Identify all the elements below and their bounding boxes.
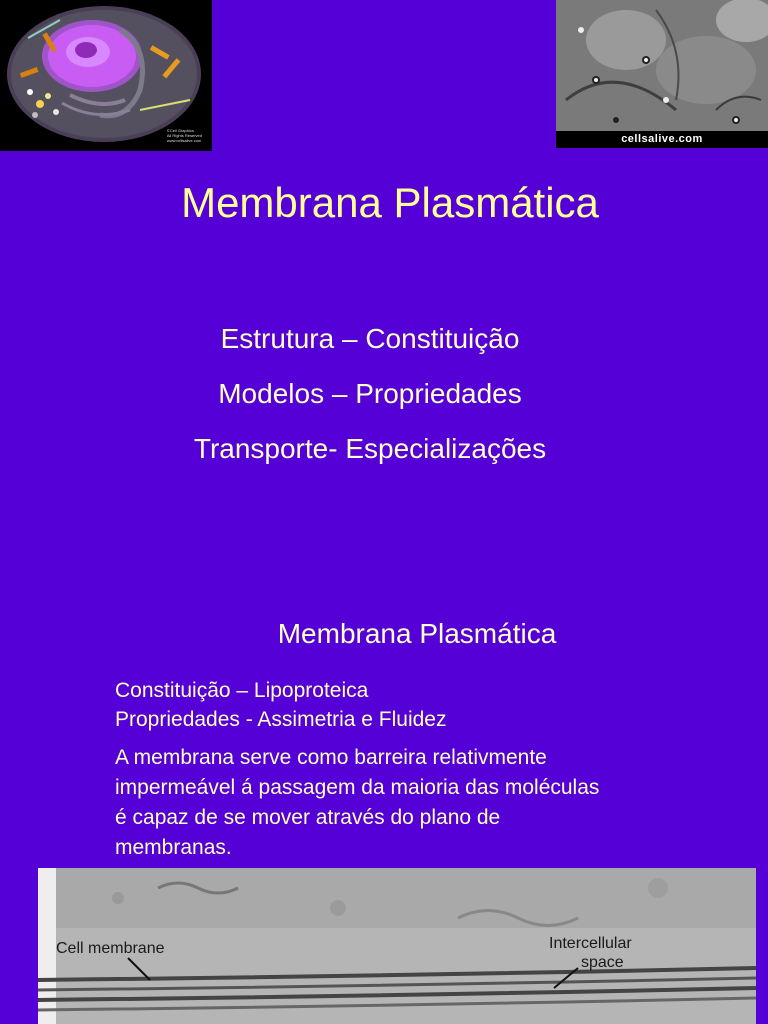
paragraph-line: membranas. <box>115 836 232 859</box>
label-space: space <box>581 954 624 971</box>
credit-line: www.cellsalive.com <box>166 138 202 143</box>
paragraph-line: A membrana serve como barreira relativmente <box>115 746 547 769</box>
slide-2-body <box>115 676 755 863</box>
body-line: Constituição – Lipoproteica <box>115 679 369 702</box>
topic-item: Transporte- Especializações <box>193 433 547 464</box>
credit-line: ©Cell Graphics <box>166 128 194 133</box>
label-cell-membrane: Cell membrane <box>56 940 165 957</box>
credit-line: All Rights Reserved <box>166 133 202 138</box>
micrograph-caption: cellsalive.com <box>556 131 768 148</box>
topic-item: Estrutura – Constituição <box>220 323 520 354</box>
label-intercellular: Intercellular <box>549 935 632 952</box>
topic-item: Modelos – Propriedades <box>218 378 522 409</box>
cell-illustration-credit <box>167 128 202 143</box>
cell-illustration-image <box>0 0 212 151</box>
paragraph-line: é capaz de se mover através do plano de <box>115 806 501 829</box>
slide-2-title: Membrana Plasmática <box>277 618 557 649</box>
cell-micrograph-image <box>556 0 768 148</box>
body-paragraph <box>115 743 755 863</box>
slide-1-title: Membrana Plasmática <box>181 179 599 226</box>
paragraph-line: impermeável á passagem da maioria das moléculas <box>115 776 600 799</box>
micrograph <box>556 0 768 148</box>
body-line: Propriedades - Assimetria e Fluidez <box>115 708 447 731</box>
electron-micrograph-image <box>38 868 756 1024</box>
topic-list <box>0 311 740 476</box>
